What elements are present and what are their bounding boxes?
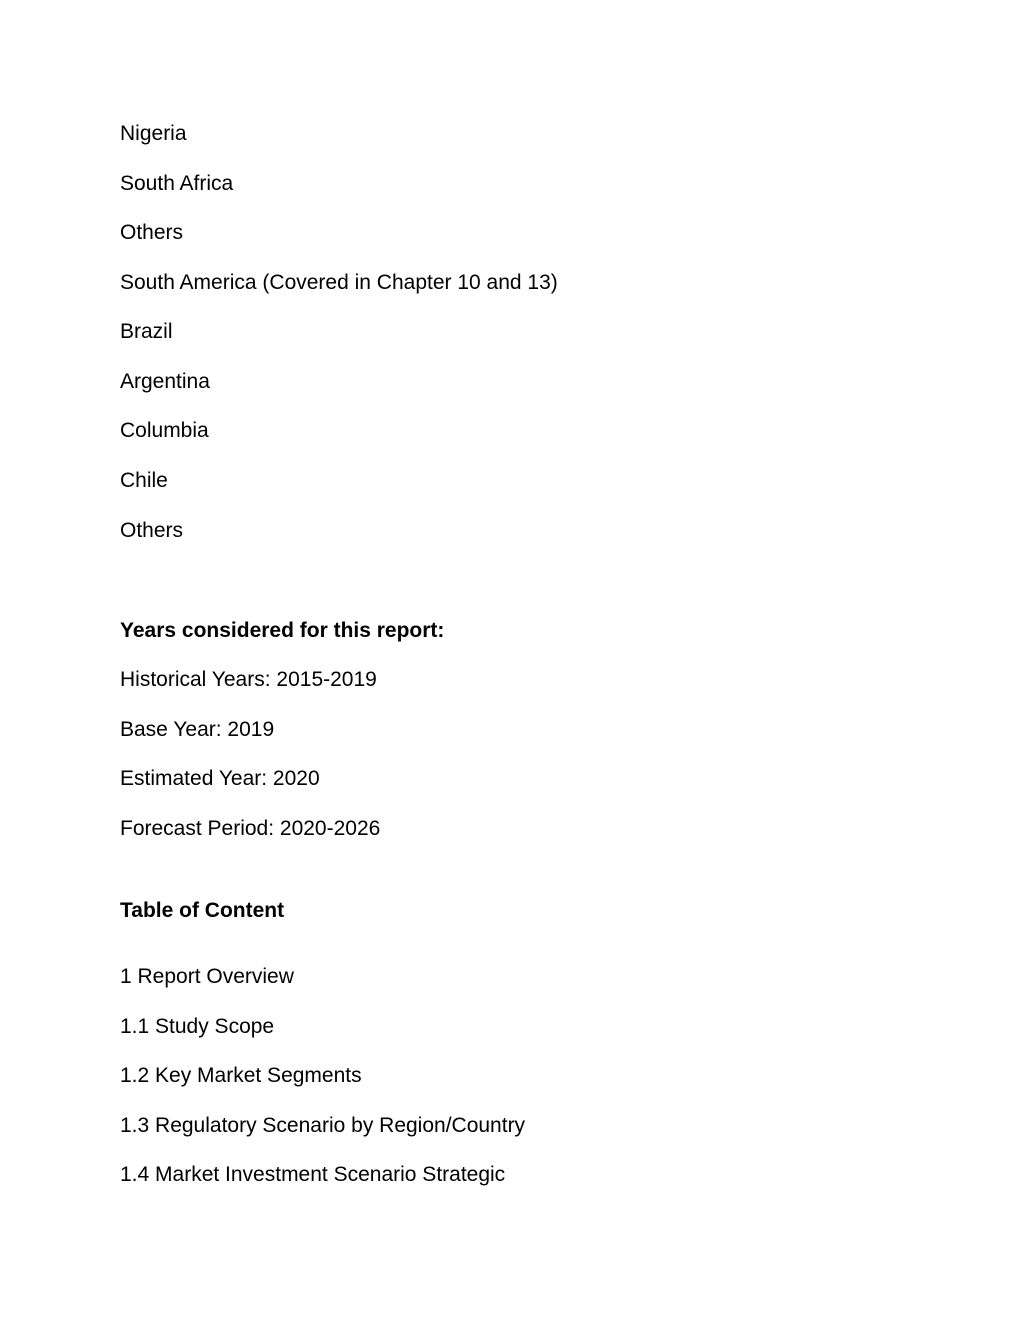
toc-heading: Table of Content xyxy=(120,899,285,922)
region-item-brazil: Brazil xyxy=(120,320,173,343)
toc-item-market-investment-scenario: 1.4 Market Investment Scenario Strategic xyxy=(120,1163,506,1186)
forecast-period: Forecast Period: 2020-2026 xyxy=(120,817,381,840)
toc-item-regulatory-scenario: 1.3 Regulatory Scenario by Region/Country xyxy=(120,1114,526,1137)
region-item-nigeria: Nigeria xyxy=(120,122,187,145)
years-heading: Years considered for this report: xyxy=(120,619,445,642)
region-item-columbia: Columbia xyxy=(120,419,209,442)
region-item-others-south-america: Others xyxy=(120,519,184,542)
region-item-chile: Chile xyxy=(120,469,168,492)
region-item-others: Others xyxy=(120,221,184,244)
toc-item-key-market-segments: 1.2 Key Market Segments xyxy=(120,1064,362,1087)
historical-years: Historical Years: 2015-2019 xyxy=(120,668,377,691)
toc-item-study-scope: 1.1 Study Scope xyxy=(120,1015,275,1038)
toc-item-report-overview: 1 Report Overview xyxy=(120,965,294,988)
region-item-argentina: Argentina xyxy=(120,370,210,393)
base-year: Base Year: 2019 xyxy=(120,718,275,741)
region-item-south-africa: South Africa xyxy=(120,172,234,195)
region-heading-south-america: South America (Covered in Chapter 10 and 13) xyxy=(120,271,558,294)
estimated-year: Estimated Year: 2020 xyxy=(120,767,320,790)
